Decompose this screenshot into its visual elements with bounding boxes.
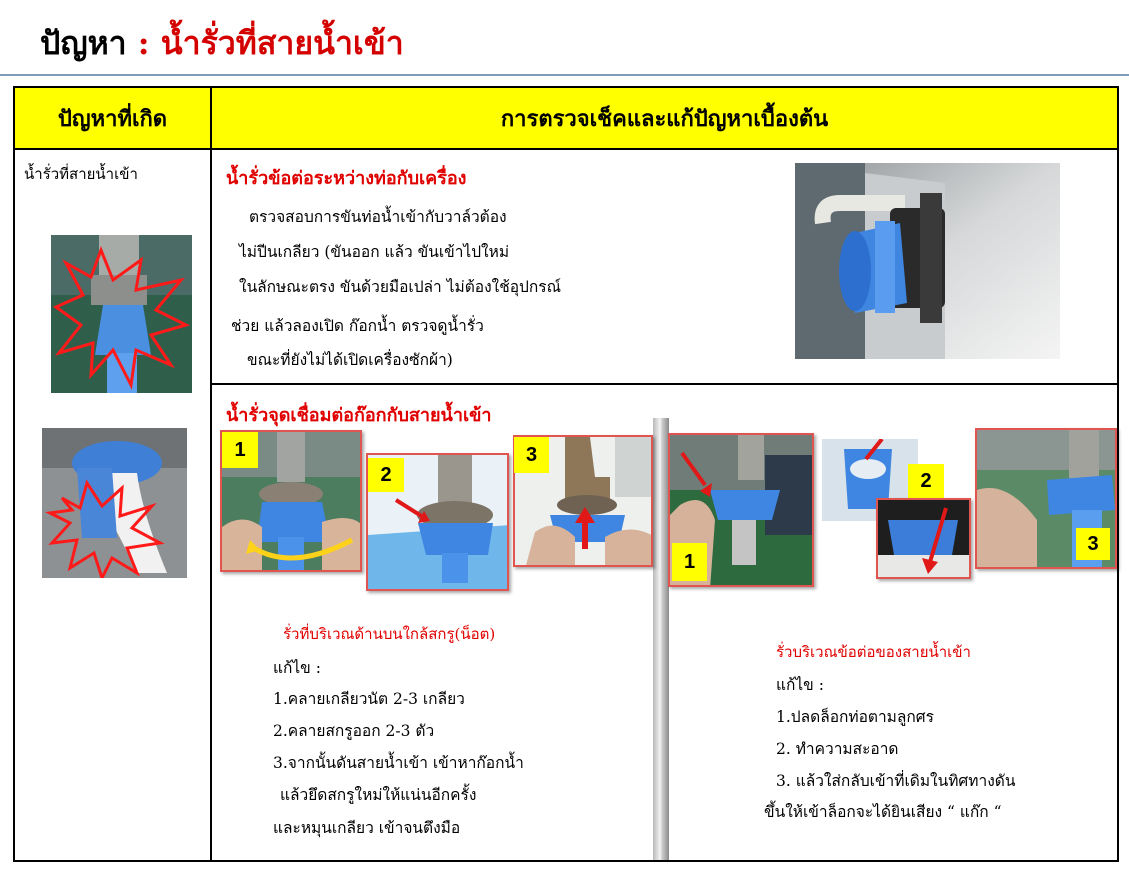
right-note-step-3: 3. แล้วใส่กลับเข้าที่เดิมในทิศทางดัน [776, 772, 1016, 790]
section1-line-5: ขณะที่ยังไม่ได้เปิดเครื่องซักผ้า) [247, 351, 453, 369]
section1-line-4: ช่วย แล้วลองเปิด ก๊อกน้ำ ตรวจดูน้ำรั่ว [231, 317, 484, 335]
right-note-step-2: 2. ทำความสะอาด [776, 740, 899, 758]
right-note-step-1: 1.ปลดล็อกท่อตามลูกศร [776, 708, 934, 726]
title-label: ปัญหา [40, 24, 127, 62]
problem-text: น้ำรั่วที่สายน้ำเข้า [24, 165, 138, 183]
header-divider [13, 148, 1119, 150]
section2-heading: น้ำรั่วจุดเชื่อมต่อก๊อกกับสายน้ำเข้า [226, 405, 492, 426]
right-note-fix-label: แก้ไข : [776, 676, 824, 694]
right-step-badge-1: 1 [672, 543, 707, 581]
section1-line-3: ในลักษณะตรง ขันด้วยมือเปล่า ไม่ต้องใช้อุปกรณ์ [239, 278, 561, 296]
left-note-step-1: 1.คลายเกลียวนัต 2-3 เกลียว [273, 690, 465, 708]
left-note-step-5: และหมุนเกลียว เข้าจนตึงมือ [273, 819, 461, 837]
left-step-badge-2: 2 [368, 458, 404, 492]
right-note-title: รั่วบริเวณข้อต่อของสายน้ำเข้า [776, 643, 971, 661]
left-step-badge-3: 3 [514, 437, 549, 473]
left-step-badge-1: 1 [222, 432, 258, 468]
header-problem-label: ปัญหาที่เกิด [57, 105, 168, 132]
section1-heading: น้ำรั่วข้อต่อระหว่างท่อกับเครื่อง [226, 168, 467, 189]
left-note-fix-label: แก้ไข : [273, 659, 321, 677]
left-note-step-3: 3.จากนั้นดันสายน้ำเข้า เข้าหาก๊อกน้ำ [273, 754, 524, 772]
column-divider [210, 86, 212, 862]
page-title [40, 18, 404, 69]
left-note-step-4: แล้วยึดสกรูใหม่ให้แน่นอีกครั้ง [280, 786, 477, 804]
title-topic: น้ำรั่วที่สายน้ำเข้า [160, 24, 404, 62]
right-step-badge-3: 3 [1076, 528, 1110, 560]
section1-photo-valve [795, 163, 1060, 359]
left-note-title: รั่วที่บริเวณด้านบนใกล้สกรู(น็อต) [283, 625, 496, 643]
section1-line-1: ตรวจสอบการขันท่อน้ำเข้ากับวาล์วต้อง [249, 208, 507, 226]
section1-line-2: ไม่ปีนเกลียว (ขันออก แล้ว ขันเข้าไปใหม่ [239, 243, 510, 261]
title-rule [0, 74, 1129, 76]
left-note-step-2: 2.คลายสกรูออก 2-3 ตัว [273, 722, 435, 740]
right-note-step-4: ขึ้นให้เข้าล็อกจะได้ยินเสียง “ แก๊ก “ [764, 803, 1002, 821]
problem-photo-hose-leak [42, 428, 187, 578]
step-photo-right-2b [876, 498, 971, 579]
header-solution [212, 88, 1117, 148]
title-separator: : [137, 24, 150, 62]
header-solution-label: การตรวจเช็คและแก้ปัญหาเบื้องต้น [500, 105, 829, 132]
header-problem [15, 88, 210, 148]
right-step-badge-2: 2 [908, 464, 944, 498]
problem-photo-valve-leak [51, 235, 192, 393]
photo-group-divider [653, 418, 669, 860]
section-divider [210, 383, 1119, 385]
